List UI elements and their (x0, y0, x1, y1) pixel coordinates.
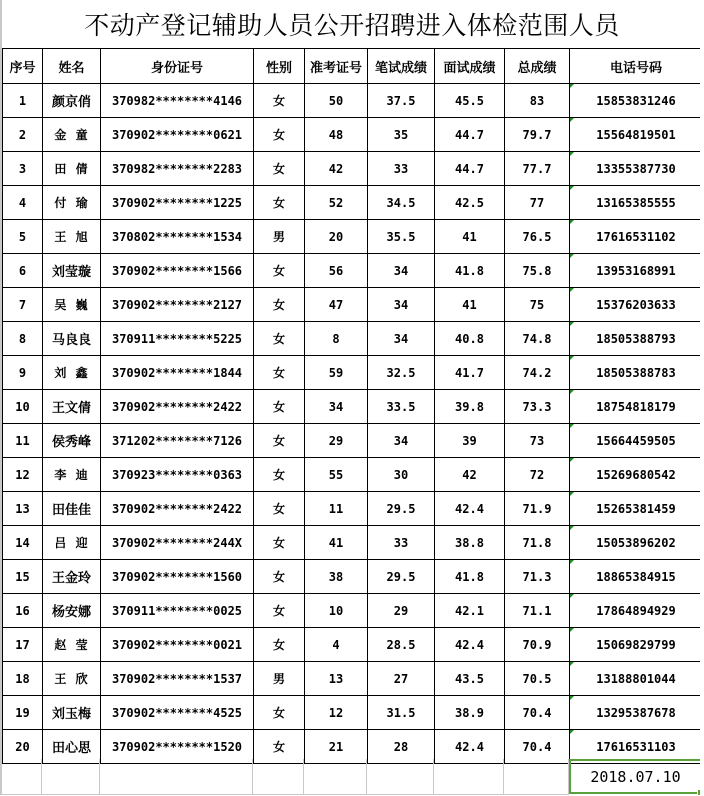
header-phone[interactable]: 电话号码 (570, 49, 703, 84)
table-row (3, 288, 703, 322)
cell-gender[interactable]: 女 (254, 186, 305, 220)
cell-name[interactable]: 吴 巍 (43, 288, 101, 322)
cell-interview-score[interactable]: 42.4 (435, 628, 505, 662)
cell-id-number[interactable]: 370902********1225 (101, 186, 254, 220)
candidates-table (2, 48, 703, 764)
cell-seq[interactable]: 14 (3, 526, 43, 560)
cell-written-score[interactable]: 34 (368, 288, 435, 322)
cell-phone[interactable]: 18505388783 (570, 356, 703, 390)
cell-interview-score[interactable]: 39 (435, 424, 505, 458)
cell-seq[interactable]: 12 (3, 458, 43, 492)
table-row (3, 458, 703, 492)
cell-seq[interactable]: 2 (3, 118, 43, 152)
cell-gender[interactable]: 女 (254, 288, 305, 322)
cell-written-score[interactable]: 32.5 (368, 356, 435, 390)
cell-gender[interactable]: 女 (254, 696, 305, 730)
cell-seq[interactable]: 17 (3, 628, 43, 662)
cell-id-number[interactable]: 370902********0621 (101, 118, 254, 152)
cell-written-score[interactable]: 34 (368, 424, 435, 458)
cell-name[interactable]: 王文倩 (43, 390, 101, 424)
cell-id-number[interactable]: 370902********244X (101, 526, 254, 560)
cell-total-score[interactable]: 70.4 (505, 730, 570, 764)
cell-written-score[interactable]: 28.5 (368, 628, 435, 662)
cell-name[interactable]: 王 欣 (43, 662, 101, 696)
cell-name[interactable]: 马良良 (43, 322, 101, 356)
cell-interview-score[interactable]: 41.7 (435, 356, 505, 390)
cell-seq[interactable]: 7 (3, 288, 43, 322)
cell-exam-number[interactable]: 38 (305, 560, 368, 594)
cell-seq[interactable]: 6 (3, 254, 43, 288)
table-row (3, 424, 703, 458)
cell-id-number[interactable]: 371202********7126 (101, 424, 254, 458)
cell-phone[interactable]: 17864894929 (570, 594, 703, 628)
cell-interview-score[interactable]: 39.8 (435, 390, 505, 424)
cell-gender[interactable]: 男 (254, 220, 305, 254)
cell-exam-number[interactable]: 34 (305, 390, 368, 424)
table-row (3, 594, 703, 628)
cell-gender[interactable]: 女 (254, 84, 305, 118)
cell-id-number[interactable]: 370923********0363 (101, 458, 254, 492)
table-row (3, 84, 703, 118)
header-id[interactable]: 身份证号 (101, 49, 254, 84)
cell-total-score[interactable]: 73.3 (505, 390, 570, 424)
cell-phone[interactable]: 15564819501 (570, 118, 703, 152)
cell-written-score[interactable]: 34.5 (368, 186, 435, 220)
cell-id-number[interactable]: 370911********5225 (101, 322, 254, 356)
cell-name[interactable]: 刘莹璇 (43, 254, 101, 288)
cell-phone[interactable]: 13188801044 (570, 662, 703, 696)
cell-gender[interactable]: 女 (254, 356, 305, 390)
cell-gender[interactable]: 女 (254, 118, 305, 152)
cell-total-score[interactable]: 71.9 (505, 492, 570, 526)
cell-written-score[interactable]: 27 (368, 662, 435, 696)
cell-name[interactable]: 侯秀峰 (43, 424, 101, 458)
table-row (3, 254, 703, 288)
cell-interview-score[interactable]: 41.8 (435, 560, 505, 594)
cell-phone[interactable]: 13355387730 (570, 152, 703, 186)
cell-written-score[interactable]: 30 (368, 458, 435, 492)
table-row (3, 356, 703, 390)
cell-phone[interactable]: 15664459505 (570, 424, 703, 458)
cell-written-score[interactable]: 34 (368, 322, 435, 356)
cell-name[interactable]: 杨安娜 (43, 594, 101, 628)
cell-gender[interactable]: 女 (254, 526, 305, 560)
cell-written-score[interactable]: 28 (368, 730, 435, 764)
cell-exam-number[interactable]: 55 (305, 458, 368, 492)
empty-cell[interactable] (253, 759, 304, 795)
sheet-title[interactable]: 不动产登记辅助人员公开招聘进入体检范围人员 (84, 11, 620, 40)
table-row (3, 696, 703, 730)
cell-name[interactable]: 赵 莹 (43, 628, 101, 662)
cell-seq[interactable]: 1 (3, 84, 43, 118)
header-exam-no[interactable]: 准考证号 (305, 49, 368, 84)
cell-id-number[interactable]: 370902********1520 (101, 730, 254, 764)
header-total[interactable]: 总成绩 (505, 49, 570, 84)
cell-total-score[interactable]: 71.8 (505, 526, 570, 560)
cell-name[interactable]: 田 倩 (43, 152, 101, 186)
cell-gender[interactable]: 女 (254, 492, 305, 526)
cell-gender[interactable]: 女 (254, 560, 305, 594)
cell-gender[interactable]: 女 (254, 730, 305, 764)
cell-phone[interactable]: 13953168991 (570, 254, 703, 288)
cell-id-number[interactable]: 370802********1534 (101, 220, 254, 254)
cell-written-score[interactable]: 29.5 (368, 560, 435, 594)
cell-name[interactable]: 田心思 (43, 730, 101, 764)
table-row (3, 390, 703, 424)
cell-name[interactable]: 田佳佳 (43, 492, 101, 526)
cell-exam-number[interactable]: 13 (305, 662, 368, 696)
cell-gender[interactable]: 女 (254, 594, 305, 628)
cell-total-score[interactable]: 71.3 (505, 560, 570, 594)
table-row (3, 186, 703, 220)
right-gutter (700, 0, 704, 795)
cell-exam-number[interactable]: 21 (305, 730, 368, 764)
header-written[interactable]: 笔试成绩 (368, 49, 435, 84)
cell-seq[interactable]: 9 (3, 356, 43, 390)
cell-exam-number[interactable]: 47 (305, 288, 368, 322)
cell-name[interactable]: 吕 迎 (43, 526, 101, 560)
cell-name[interactable]: 李 迪 (43, 458, 101, 492)
cell-seq[interactable]: 15 (3, 560, 43, 594)
cell-phone[interactable]: 15853831246 (570, 84, 703, 118)
cell-total-score[interactable]: 79.7 (505, 118, 570, 152)
cell-seq[interactable]: 8 (3, 322, 43, 356)
cell-id-number[interactable]: 370902********4525 (101, 696, 254, 730)
cell-interview-score[interactable]: 42.1 (435, 594, 505, 628)
cell-gender[interactable]: 女 (254, 390, 305, 424)
cell-id-number[interactable]: 370902********1566 (101, 254, 254, 288)
cell-interview-score[interactable]: 40.8 (435, 322, 505, 356)
cell-total-score[interactable]: 76.5 (505, 220, 570, 254)
cell-total-score[interactable]: 75 (505, 288, 570, 322)
date-text: 2018.07.10 (590, 767, 681, 786)
table-row (3, 322, 703, 356)
table-row (3, 220, 703, 254)
cell-id-number[interactable]: 370911********0025 (101, 594, 254, 628)
cell-seq[interactable]: 18 (3, 662, 43, 696)
cell-exam-number[interactable]: 59 (305, 356, 368, 390)
cell-gender[interactable]: 女 (254, 254, 305, 288)
cell-seq[interactable]: 20 (3, 730, 43, 764)
table-row (3, 118, 703, 152)
cell-total-score[interactable]: 73 (505, 424, 570, 458)
header-name[interactable]: 姓名 (43, 49, 101, 84)
cell-name[interactable]: 王 旭 (43, 220, 101, 254)
cell-name[interactable]: 刘 鑫 (43, 356, 101, 390)
empty-cell[interactable] (100, 759, 253, 795)
cell-phone[interactable]: 13295387678 (570, 696, 703, 730)
cell-gender[interactable]: 女 (254, 424, 305, 458)
cell-phone[interactable]: 18754818179 (570, 390, 703, 424)
header-gender[interactable]: 性别 (254, 49, 305, 84)
cell-phone[interactable]: 15053896202 (570, 526, 703, 560)
cell-seq[interactable]: 13 (3, 492, 43, 526)
cell-phone[interactable]: 15265381459 (570, 492, 703, 526)
cell-name[interactable]: 金 童 (43, 118, 101, 152)
cell-written-score[interactable]: 33 (368, 152, 435, 186)
cell-name[interactable]: 刘玉梅 (43, 696, 101, 730)
cell-phone[interactable]: 18865384915 (570, 560, 703, 594)
cell-phone[interactable]: 18505388793 (570, 322, 703, 356)
table-row (3, 526, 703, 560)
table-row (3, 492, 703, 526)
cell-total-score[interactable]: 83 (505, 84, 570, 118)
cell-total-score[interactable]: 70.4 (505, 696, 570, 730)
cell-written-score[interactable]: 29.5 (368, 492, 435, 526)
empty-cell[interactable] (367, 759, 434, 795)
cell-written-score[interactable]: 35 (368, 118, 435, 152)
cell-gender[interactable]: 女 (254, 152, 305, 186)
empty-cell[interactable] (2, 759, 42, 795)
empty-cell[interactable] (504, 759, 569, 795)
cell-exam-number[interactable]: 29 (305, 424, 368, 458)
cell-name[interactable]: 王金玲 (43, 560, 101, 594)
cell-id-number[interactable]: 370982********2283 (101, 152, 254, 186)
cell-seq[interactable]: 10 (3, 390, 43, 424)
cell-exam-number[interactable]: 8 (305, 322, 368, 356)
cell-interview-score[interactable]: 43.5 (435, 662, 505, 696)
empty-cell[interactable] (434, 759, 504, 795)
cell-total-score[interactable]: 77.7 (505, 152, 570, 186)
cell-seq[interactable]: 3 (3, 152, 43, 186)
cell-gender[interactable]: 女 (254, 322, 305, 356)
cell-interview-score[interactable]: 38.9 (435, 696, 505, 730)
cell-exam-number[interactable]: 10 (305, 594, 368, 628)
cell-total-score[interactable]: 74.8 (505, 322, 570, 356)
cell-id-number[interactable]: 370902********2422 (101, 492, 254, 526)
cell-interview-score[interactable]: 45.5 (435, 84, 505, 118)
cell-seq[interactable]: 16 (3, 594, 43, 628)
cell-exam-number[interactable]: 4 (305, 628, 368, 662)
cell-exam-number[interactable]: 56 (305, 254, 368, 288)
table-row (3, 662, 703, 696)
cell-seq[interactable]: 5 (3, 220, 43, 254)
cell-total-score[interactable]: 70.5 (505, 662, 570, 696)
cell-total-score[interactable]: 77 (505, 186, 570, 220)
cell-phone[interactable]: 15269680542 (570, 458, 703, 492)
cell-phone[interactable]: 15376203633 (570, 288, 703, 322)
cell-written-score[interactable]: 35.5 (368, 220, 435, 254)
cell-exam-number[interactable]: 41 (305, 526, 368, 560)
cell-total-score[interactable]: 75.8 (505, 254, 570, 288)
header-seq[interactable]: 序号 (3, 49, 43, 84)
cell-id-number[interactable]: 370902********1844 (101, 356, 254, 390)
empty-cell[interactable] (42, 759, 100, 795)
cell-interview-score[interactable]: 42 (435, 458, 505, 492)
cell-phone[interactable]: 17616531102 (570, 220, 703, 254)
cell-exam-number[interactable]: 50 (305, 84, 368, 118)
cell-interview-score[interactable]: 44.7 (435, 118, 505, 152)
cell-seq[interactable]: 19 (3, 696, 43, 730)
cell-written-score[interactable]: 37.5 (368, 84, 435, 118)
cell-id-number[interactable]: 370902********0021 (101, 628, 254, 662)
cell-seq[interactable]: 4 (3, 186, 43, 220)
cell-exam-number[interactable]: 20 (305, 220, 368, 254)
cell-written-score[interactable]: 33.5 (368, 390, 435, 424)
cell-total-score[interactable]: 74.2 (505, 356, 570, 390)
cell-phone[interactable]: 17616531103 (570, 730, 703, 764)
cell-id-number[interactable]: 370902********1537 (101, 662, 254, 696)
cell-interview-score[interactable]: 38.8 (435, 526, 505, 560)
cell-id-number[interactable]: 370902********1560 (101, 560, 254, 594)
cell-interview-score[interactable]: 42.4 (435, 730, 505, 764)
cell-id-number[interactable]: 370902********2127 (101, 288, 254, 322)
cell-total-score[interactable]: 71.1 (505, 594, 570, 628)
table-row (3, 152, 703, 186)
cell-id-number[interactable]: 370982********4146 (101, 84, 254, 118)
cell-interview-score[interactable]: 41 (435, 288, 505, 322)
table-body (3, 84, 703, 764)
cell-written-score[interactable]: 29 (368, 594, 435, 628)
cell-exam-number[interactable]: 42 (305, 152, 368, 186)
cell-interview-score[interactable]: 44.7 (435, 152, 505, 186)
cell-interview-score[interactable]: 42.4 (435, 492, 505, 526)
table-row (3, 560, 703, 594)
header-interview[interactable]: 面试成绩 (435, 49, 505, 84)
cell-written-score[interactable]: 31.5 (368, 696, 435, 730)
cell-total-score[interactable]: 70.9 (505, 628, 570, 662)
cell-interview-score[interactable]: 42.5 (435, 186, 505, 220)
cell-phone[interactable]: 15069829799 (570, 628, 703, 662)
cell-gender[interactable]: 男 (254, 662, 305, 696)
cell-gender[interactable]: 女 (254, 458, 305, 492)
cell-written-score[interactable]: 33 (368, 526, 435, 560)
cell-exam-number[interactable]: 12 (305, 696, 368, 730)
date-cell-selected[interactable] (569, 759, 702, 794)
cell-seq[interactable]: 11 (3, 424, 43, 458)
empty-cell[interactable] (304, 759, 367, 795)
header-row (3, 49, 703, 84)
cell-interview-score[interactable]: 41 (435, 220, 505, 254)
cell-id-number[interactable]: 370902********2422 (101, 390, 254, 424)
cell-exam-number[interactable]: 52 (305, 186, 368, 220)
cell-exam-number[interactable]: 11 (305, 492, 368, 526)
table-row (3, 628, 703, 662)
cell-written-score[interactable]: 34 (368, 254, 435, 288)
cell-total-score[interactable]: 72 (505, 458, 570, 492)
cell-gender[interactable]: 女 (254, 628, 305, 662)
cell-name[interactable]: 付 瑜 (43, 186, 101, 220)
cell-interview-score[interactable]: 41.8 (435, 254, 505, 288)
cell-name[interactable]: 颜京俏 (43, 84, 101, 118)
cell-phone[interactable]: 13165385555 (570, 186, 703, 220)
cell-exam-number[interactable]: 48 (305, 118, 368, 152)
